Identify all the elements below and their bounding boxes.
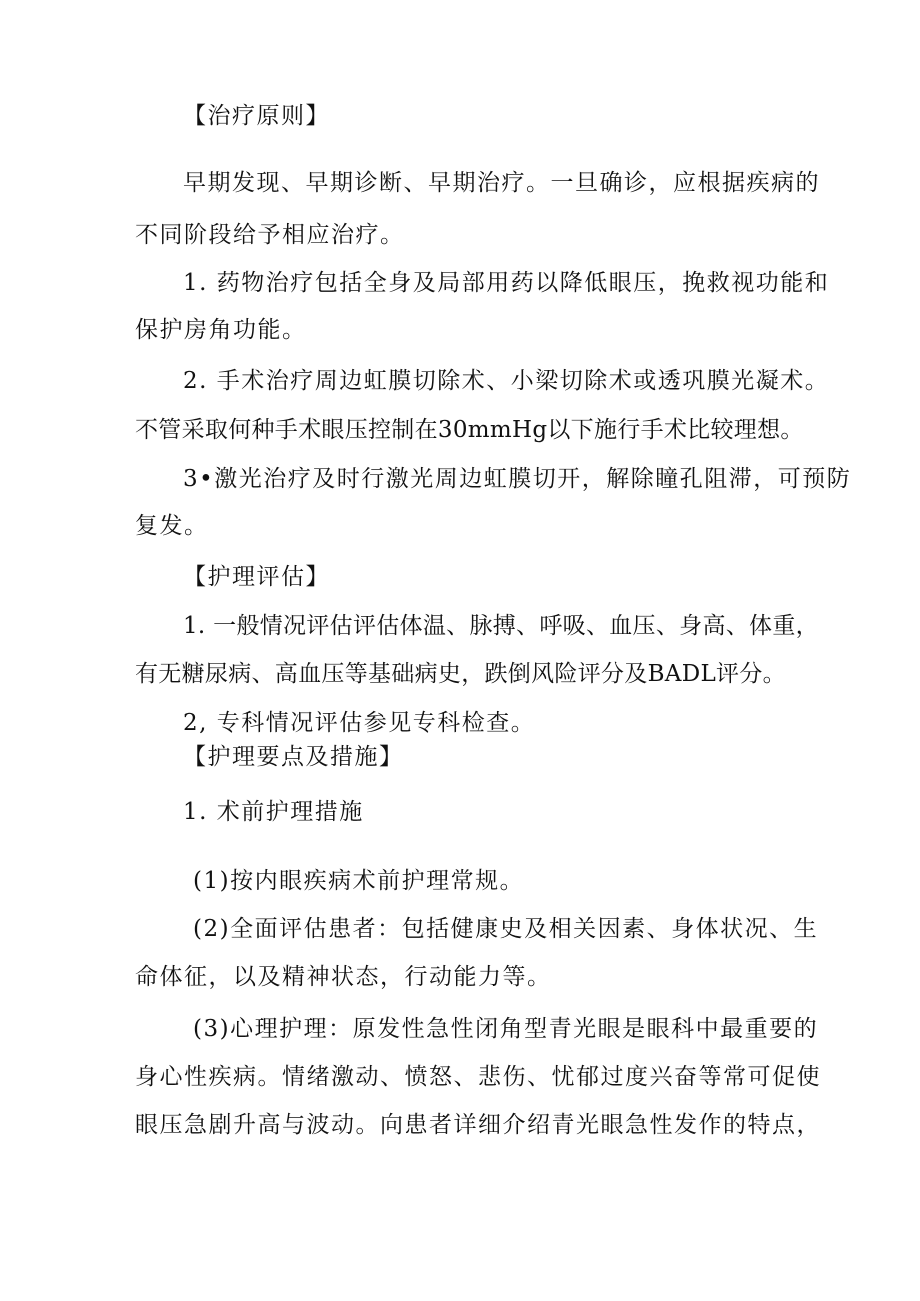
treatment-intro-line2: 不同阶段给予相应治疗。 [135,222,405,248]
treatment-item1-line1: 1. 药物治疗包括全身及局部用药以降低眼压，挽救视功能和 [183,270,830,296]
assessment-item1-line2: 有无糖尿病、高血压等基础病史，跌倒风险评分及BADL评分。 [135,661,786,687]
treatment-item3-line1: 3•激光治疗及时行激光周边虹膜切开，解除瞳孔阻滞，可预防 [183,466,852,492]
nursing-sub2-line2: 命体征，以及精神状态，行动能力等。 [135,964,552,990]
section-heading-treatment: 【治疗原则】 [183,103,330,129]
assessment-item1-line1: 1. 一般情况评估评估体温、脉搏、呼吸、血压、身高、体重， [183,613,819,639]
nursing-sub3-line2: 身心性疾病。情绪激动、愤怒、悲伤、忧郁过度兴奋等常可促使 [135,1064,821,1090]
nursing-sub2-line1: (2)全面评估患者：包括健康史及相关因素、身体状况、生 [193,916,819,942]
treatment-item3-line2: 复发。 [135,513,209,539]
nursing-sub3-line3: 眼压急剧升高与波动。向患者详细介绍青光眼急性发作的特点， [135,1112,821,1138]
treatment-item2-line1: 2. 手术治疗周边虹膜切除术、小梁切除术或透巩膜光凝术。 [183,368,830,394]
treatment-intro-line1: 早期发现、早期诊断、早期治疗。一旦确诊，应根据疾病的 [183,170,820,196]
section-heading-assessment: 【护理评估】 [183,564,330,590]
nursing-sub1: (1)按内眼疾病术前护理常规。 [193,868,525,894]
treatment-item2-line2: 不管采取何种手术眼压控制在30mmHg以下施行手术比较理想。 [135,417,804,443]
treatment-item1-line2: 保护房角功能。 [135,317,307,343]
section-heading-nursing: 【护理要点及措施】 [183,744,404,770]
nursing-item1: 1. 术前护理措施 [183,799,364,825]
assessment-item2: 2, 专科情况评估参见专科检查。 [183,710,536,736]
nursing-sub3-line1: (3)心理护理：原发性急性闭角型青光眼是眼科中最重要的 [193,1016,819,1042]
